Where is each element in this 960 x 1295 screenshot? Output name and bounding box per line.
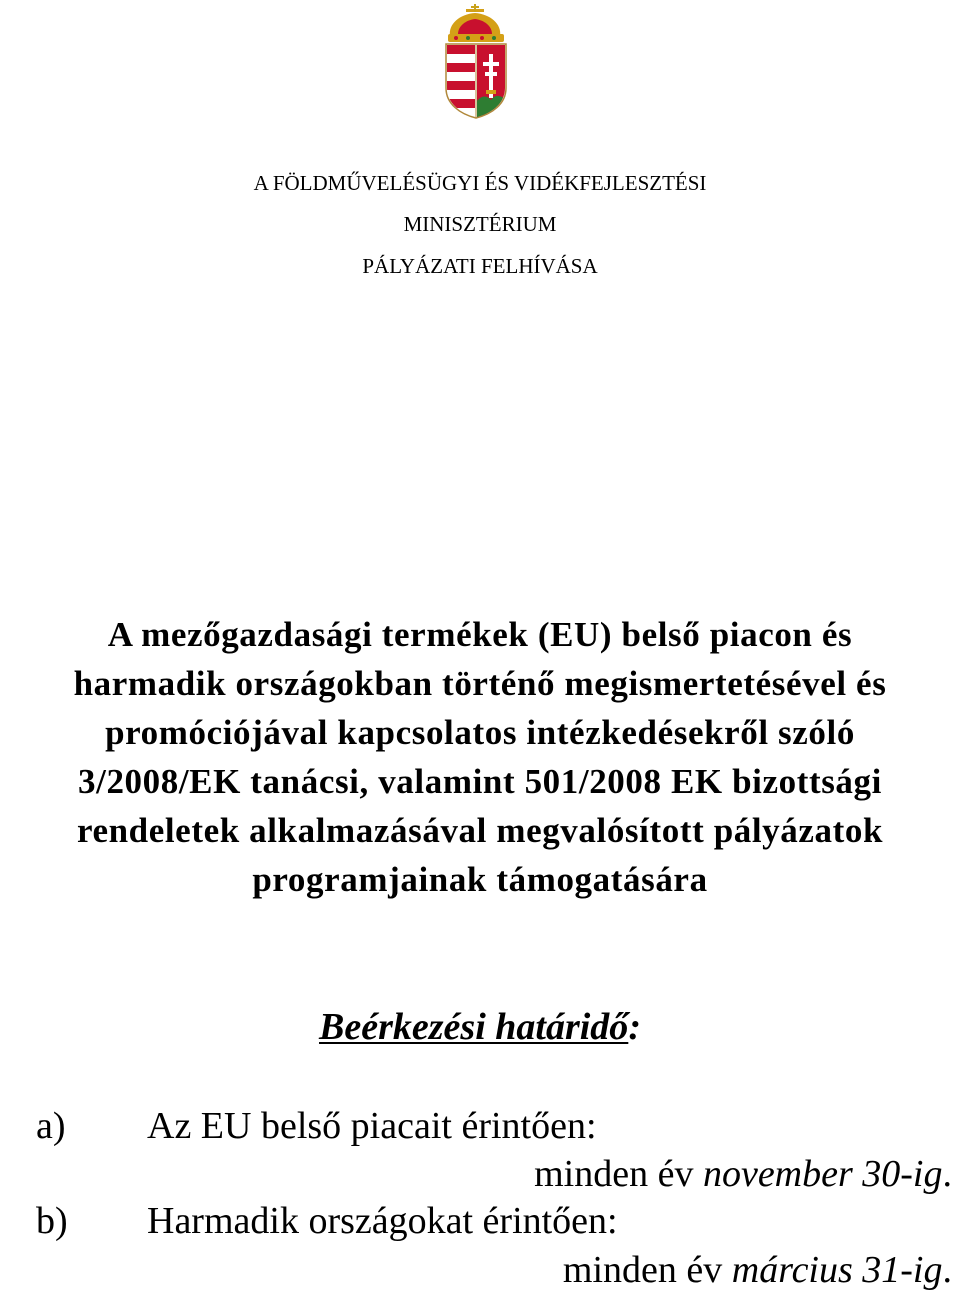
shield-icon bbox=[446, 44, 506, 119]
document-title bbox=[0, 610, 960, 904]
holy-crown-icon bbox=[448, 4, 504, 42]
title-line: harmadik országokban történő megismertetésével és bbox=[73, 664, 887, 703]
date-value: március 31-ig bbox=[731, 1249, 943, 1291]
title-line: 3/2008/EK tanácsi, valamint 501/2008 EK bizottsági bbox=[78, 762, 882, 801]
ministry-name-line-2: MINISZTÉRIUM bbox=[403, 212, 557, 236]
title-line: A mezőgazdasági termékek (EU) belső piacon és bbox=[107, 615, 853, 654]
item-label: a) bbox=[36, 1105, 66, 1147]
item-deadline-date bbox=[534, 1152, 952, 1196]
deadline-heading-colon: : bbox=[628, 1006, 641, 1048]
title-line: promóciójával kapcsolatos intézkedésekről szóló bbox=[105, 713, 855, 752]
item-text: Az EU belső piacait érintően: bbox=[147, 1105, 597, 1147]
title-line: rendeletek alkalmazásával megvalósított pályázatok bbox=[76, 811, 884, 850]
hungarian-coat-of-arms-icon bbox=[442, 4, 510, 120]
date-prefix: minden év bbox=[562, 1249, 732, 1291]
date-suffix: . bbox=[942, 1153, 952, 1195]
deadline-heading bbox=[0, 1005, 960, 1049]
date-value: november 30-ig bbox=[702, 1153, 943, 1195]
item-deadline-date bbox=[563, 1248, 952, 1292]
deadline-heading-text: Beérkezési határidő bbox=[319, 1006, 629, 1048]
item-label: b) bbox=[36, 1200, 68, 1242]
date-prefix: minden év bbox=[534, 1153, 703, 1195]
ministry-name-line-1: A FÖLDMŰVELÉSÜGYI ÉS VIDÉKFEJLESZTÉSI bbox=[253, 171, 707, 195]
item-text: Harmadik országokat érintően: bbox=[147, 1200, 618, 1242]
date-suffix: . bbox=[942, 1249, 952, 1291]
title-line: programjainak támogatására bbox=[252, 860, 708, 899]
call-for-proposals-label: PÁLYÁZATI FELHÍVÁSA bbox=[362, 254, 598, 278]
